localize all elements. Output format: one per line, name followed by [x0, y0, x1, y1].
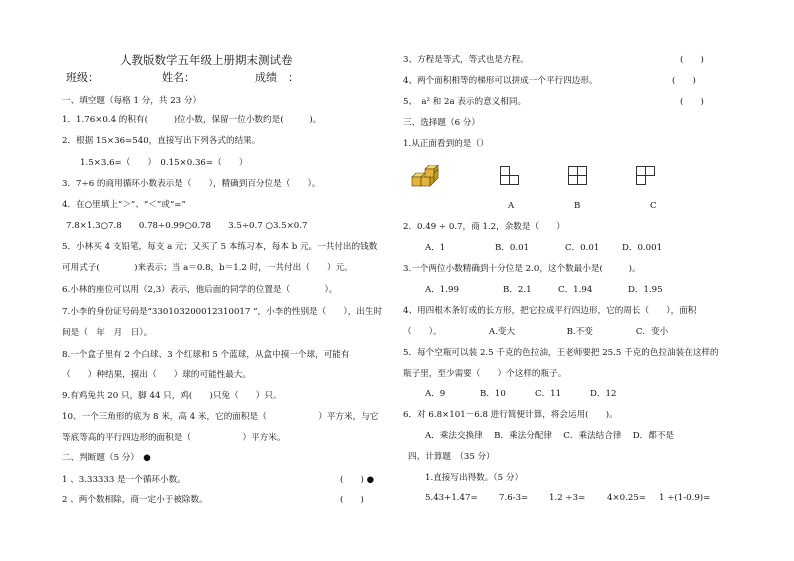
- choice-option: B．2.1: [503, 285, 532, 295]
- question-5-line-2: 可用式子( )来表示；当 a＝0.8，b＝1.2 时，一共付出（ ）元。: [62, 263, 353, 273]
- question-2-items: 1.5×3.6=（ ） 0.15×0.36=（ ）: [80, 158, 248, 168]
- calc-1-heading: 1.直接写出得数。（5 分）: [425, 473, 524, 483]
- question-9: 9.有鸡兔共 20 只，脚 44 只，鸡( )只兔（ ）只。: [62, 391, 282, 401]
- class-label: 班级：: [66, 71, 99, 84]
- cube-front-face: [425, 169, 434, 177]
- choice-1: 1.从正面看到的是（）: [403, 139, 489, 149]
- section-choice-heading: 三、选择题（6 分）: [403, 118, 480, 128]
- question-10-line-2: 等底等高的平行四边形的面积是（ ）平方米。: [62, 433, 286, 443]
- choice-1-option-a: A: [508, 201, 515, 211]
- choice-option: B．0.01: [495, 243, 530, 253]
- grid-cell: [577, 175, 587, 185]
- choice-5-line-2: 瓶子里，至少需要（ ）个这样的瓶子。: [403, 369, 567, 379]
- calc-1-items: [425, 492, 710, 504]
- section-true-false-heading: 二、判断题（5 分） ●: [62, 453, 151, 463]
- question-3: 3．7÷6 的商用循环小数表示是（ ），精确到百分位是（ ）。: [62, 179, 321, 189]
- score-label: 成绩 ：: [255, 71, 299, 84]
- choice-option: C．0.01: [565, 243, 600, 253]
- choice-1-option-b: B: [574, 201, 581, 211]
- choice-3: 3.一个两位小数精确到十分位是 2.0，这个数最小是( )。: [403, 264, 641, 274]
- calc-item: 7.6-3=: [499, 493, 529, 503]
- choice-option: A．1: [425, 243, 446, 253]
- question-4: 4．在○里填上“＞”、“＜”或“=”: [62, 200, 186, 210]
- grid-cell: [636, 175, 646, 185]
- question-6: 6.小林的座位可以用（2,3）表示，他后面的同学的位置是（ ）。: [62, 285, 338, 295]
- question-8-line-1: 8.一个盒子里有 2 个白球、3 个红球和 5 个蓝球，从盒中摸一个球，可能有: [62, 350, 350, 360]
- question-7-line-1: 7.小李的身份证号码是“330103200012310017 ”，小李的性别是（ ），出生时: [62, 307, 383, 317]
- calc-item: 5.43+1.47=: [425, 493, 478, 503]
- question-7-line-2: 间是（ 年 月 日）。: [62, 328, 153, 338]
- calc-item: 4×0.25=: [607, 493, 647, 503]
- choice-5-line-1: 5．每个空瓶可以装 2.5 千克的色拉油，王老师要把 25.5 千克的色拉油装在这样的: [403, 348, 719, 358]
- judge-3: 3、方程是等式，等式也是方程。: [403, 55, 529, 65]
- question-8-line-2: （ ）种结果，摸出（ ）球的可能性最大。: [62, 370, 252, 380]
- judge-2-answer: ( ): [340, 495, 364, 505]
- option-b-view-figure: [568, 166, 588, 186]
- choice-3-options: [425, 284, 663, 296]
- choice-option: D．12: [590, 389, 617, 399]
- choice-6: 6．对 6.8×101－6.8 进行简便计算，将会运用( )。: [403, 410, 618, 420]
- calc-item: 1 ÷(1-0.9)=: [659, 493, 711, 503]
- judge-1: 1 、3.33333 是一个循环小数。: [62, 475, 186, 485]
- question-1: 1．1.76×0.4 的积有( )位小数，保留一位小数约是( )。: [62, 115, 322, 125]
- exam-title: 人教版数学五年级上册期末测试卷: [120, 53, 293, 67]
- calc-item: 1.2 ÷3=: [549, 493, 586, 503]
- judge-4: 4、两个面积相等的梯形可以拼成一个平行四边形。: [403, 76, 598, 86]
- section-calculation-heading: 四、计算题 （35 分）: [408, 452, 495, 462]
- choice-option: B．10: [480, 389, 506, 399]
- grid-cell: [509, 175, 519, 185]
- grid-cell: [645, 166, 655, 176]
- cube-stack-figure: [411, 165, 451, 195]
- choice-option: D．0.001: [622, 243, 663, 253]
- judge-3-answer: ( ): [680, 55, 704, 65]
- choice-option: A．9: [425, 389, 446, 399]
- question-5-line-1: 5．小林买 4 支铅笔，每支 a 元；又买了 5 本练习本，每本 b 元。一共付出的钱数: [62, 242, 378, 252]
- choice-option: D．1.95: [628, 285, 663, 295]
- cube-front-face: [412, 177, 421, 186]
- judge-5-answer: ( ): [680, 97, 704, 107]
- question-4-items: 7.8×1.3○7.8 0.78÷0.99○0.78 3.5÷0.7 ○3.5×0.7: [66, 221, 308, 231]
- choice-6-options: A．乘法交换律 B．乘法分配律 C．乘法结合律 D．都不是: [425, 431, 675, 441]
- judge-2: 2 、两个数相除，商一定小于被除数。: [62, 495, 208, 505]
- choice-4-line-2: （ ）。 A.变大 B.不变 C．变小: [403, 327, 669, 337]
- option-c-view-figure: [636, 166, 656, 186]
- judge-1-answer: ( ) ●: [340, 475, 375, 485]
- option-a-view-figure: [500, 166, 520, 186]
- choice-2: 2．0.49 ÷ 0.7，商 1.2，余数是（ ）: [403, 222, 565, 232]
- choice-4-line-1: 4、用四根木条钉成的长方形，把它拉成平行四边形，它的周长（ ），面积: [403, 306, 697, 316]
- choice-option: A．1.99: [425, 285, 459, 295]
- question-10-line-1: 10、一个三角形的底为 8 米，高 4 米，它的面积是（ ）平方米，与它: [62, 412, 379, 422]
- question-2: 2．根据 15×36=540，直接写出下列各式的结果。: [62, 136, 261, 146]
- cube-stack-svg: [411, 165, 451, 195]
- choice-2-options: [425, 242, 662, 254]
- section-fill-blank-heading: 一、填空题（每格 1 分，共 23 分）: [62, 96, 202, 106]
- judge-4-answer: ( ): [672, 76, 696, 86]
- choice-option: C．1.94: [558, 285, 593, 295]
- judge-5: 5、 a² 和 2a 表示的意义相同。: [403, 97, 527, 107]
- name-label: 姓名：: [162, 71, 195, 84]
- choice-1-option-c: C: [650, 201, 657, 211]
- choice-5-options: [425, 388, 616, 400]
- choice-option: C．11: [535, 389, 562, 399]
- cube-front-face: [421, 177, 430, 186]
